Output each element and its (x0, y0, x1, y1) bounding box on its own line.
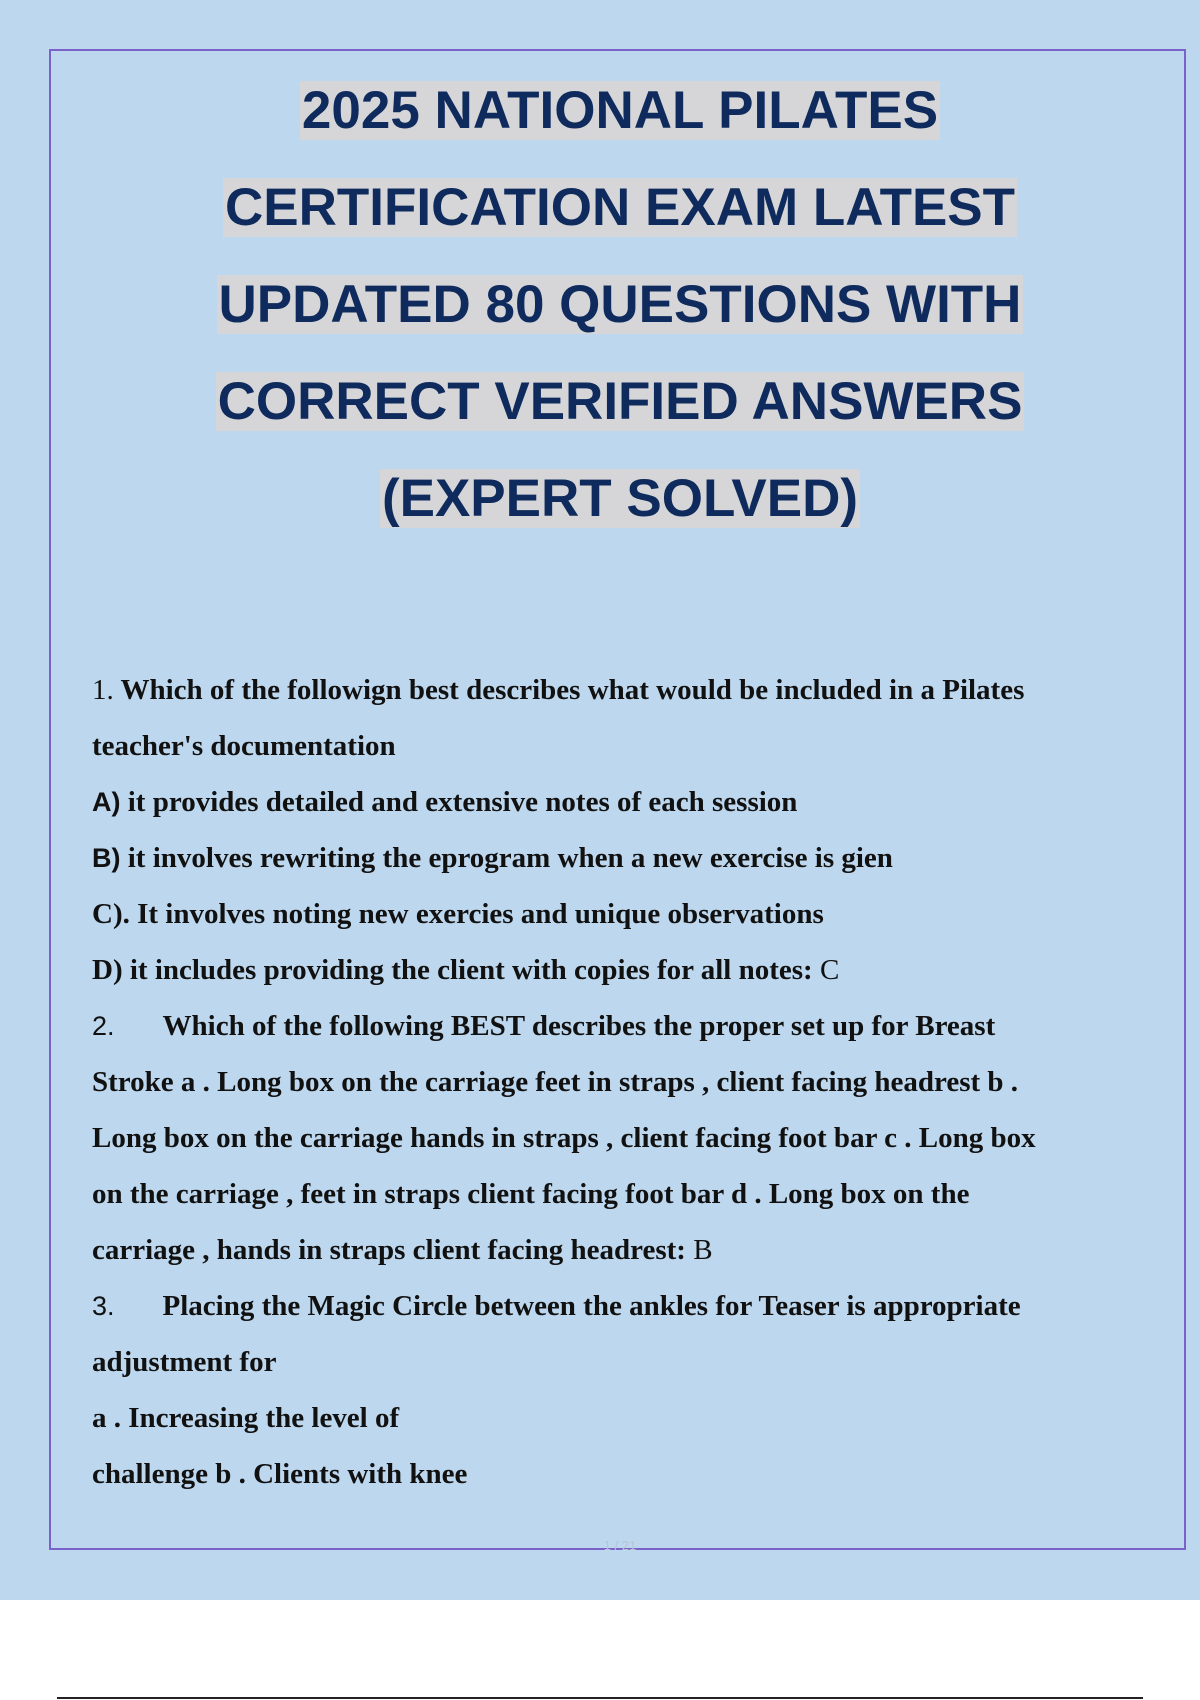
question-1-number: 1. (92, 674, 114, 706)
question-1-option-c: C). It involves noting new exercies and unique observations (92, 898, 824, 930)
question-2-line-3: Long box on the carriage hands in straps , client facing foot bar c . Long box (92, 1122, 1036, 1154)
title-line-2: CERTIFICATION EXAM LATEST (224, 178, 1016, 237)
page-number-indicator: 1 / 21 (603, 1538, 637, 1553)
question-1-option-b: B) it involves rewriting the eprogram when a new exercise is gien (92, 842, 893, 874)
question-2-line-1: 2. Which of the following BEST describes the proper set up for Breast (92, 1010, 996, 1042)
title-line-5: (EXPERT SOLVED) (381, 469, 859, 528)
title-line-1: 2025 NATIONAL PILATES (301, 81, 939, 140)
question-1-answer: C (819, 954, 840, 986)
question-2-line-5: carriage , hands in straps client facing headrest: B (92, 1234, 713, 1266)
question-2-line-4: on the carriage , feet in straps client facing foot bar d . Long box on the (92, 1178, 970, 1210)
question-2-number: 2. (92, 1011, 115, 1041)
question-2-line-2: Stroke a . Long box on the carriage feet in straps , client facing headrest b . (92, 1066, 1019, 1098)
question-3-line-1: 3. Placing the Magic Circle between the ankles for Teaser is appropriate (92, 1290, 1021, 1322)
question-3-line-3: a . Increasing the level of (92, 1402, 400, 1434)
divider-line (57, 1697, 1143, 1699)
question-1-line-1: 1. Which of the followign best describes what would be included in a Pilates (92, 674, 1025, 706)
question-3-line-4: challenge b . Clients with knee (92, 1458, 468, 1490)
question-2-answer: B (693, 1234, 713, 1266)
question-3-line-2: adjustment for (92, 1346, 277, 1378)
document-title (0, 62, 1200, 547)
question-1-line-2: teacher's documentation (92, 730, 396, 762)
title-line-3: UPDATED 80 QUESTIONS WITH (218, 275, 1022, 334)
title-line-4: CORRECT VERIFIED ANSWERS (217, 372, 1023, 431)
question-1-option-a: A) it provides detailed and extensive notes of each session (92, 786, 798, 818)
question-1-option-d: D) it includes providing the client with copies for all notes: C (92, 954, 840, 986)
questions-body (92, 662, 1152, 1502)
question-3-number: 3. (92, 1291, 115, 1321)
